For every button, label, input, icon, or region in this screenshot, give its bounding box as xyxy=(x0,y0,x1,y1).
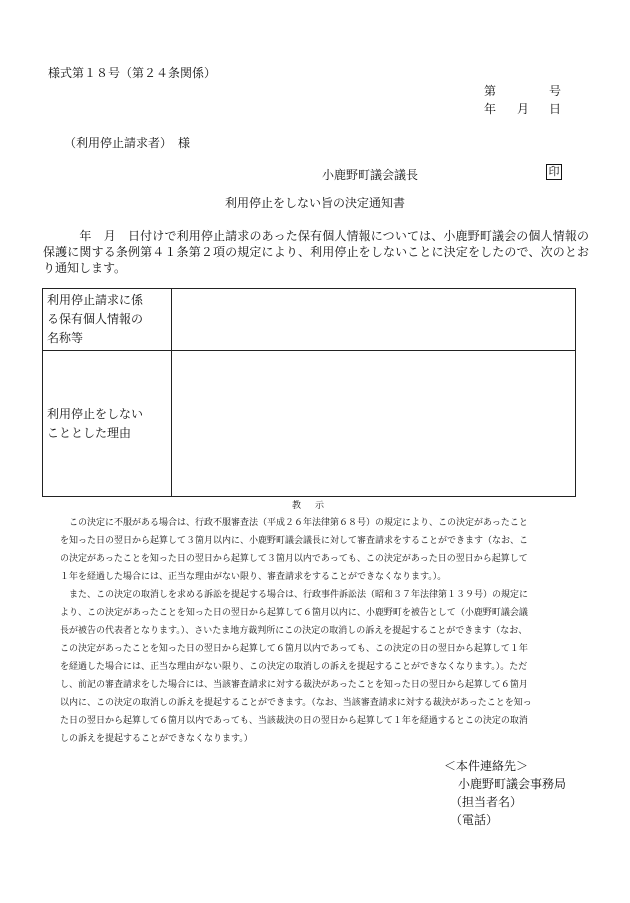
row2-label-line: こととした理由 xyxy=(47,425,132,440)
row1-label xyxy=(43,289,172,351)
contact-office: 小鹿野町議会事務局 xyxy=(458,777,567,791)
info-table xyxy=(42,288,576,497)
table-row xyxy=(43,351,576,497)
document-title: 利用停止をしない旨の決定通知書 xyxy=(224,196,405,210)
row1-value xyxy=(172,289,576,351)
document-number-suffix: 号 xyxy=(549,84,562,98)
table-row xyxy=(43,289,576,351)
row1-label-line: る保有個人情報の xyxy=(47,312,144,326)
row2-label-line: 利用停止をしない xyxy=(47,406,144,421)
kyouji-paragraph-1 xyxy=(60,514,580,586)
row1-label-line: 名称等 xyxy=(47,331,84,345)
form-number: 様式第１８号（第２４条関係） xyxy=(48,66,217,80)
kyouji-line: 以内に、この決定の取消しの訴えを提起することができます。（なお、当該審査請求に対する裁決があったことを知っ xyxy=(60,698,532,708)
kyouji-heading: 教示 xyxy=(291,501,338,511)
sender-name: 小鹿野町議会議長 xyxy=(322,168,419,182)
kyouji-line: た日の翌日から起算して６箇月以内であっても、当該裁決の日の翌日から起算して１年を経過するとこの決定の取消 xyxy=(60,716,528,726)
row1-label-line: 利用停止請求に係 xyxy=(47,293,144,307)
date-month-label: 月 xyxy=(517,102,530,116)
kyouji-line: を経過した場合には、正当な理由がない限り、この決定の取消しの訴えを提起することができなくなります。）。ただ xyxy=(60,662,528,672)
kyouji-line: し、前記の審査請求をした場合には、当該審査請求に対する裁決があったことを知った日の翌日から起算して６箇月 xyxy=(60,680,528,690)
kyouji-line: より、この決定があったことを知った日の翌日から起算して６箇月以内に、小鹿野町を被告として（小鹿野町議会議 xyxy=(60,608,528,618)
contact-phone: （電話） xyxy=(450,813,499,827)
document-number-prefix: 第 xyxy=(484,84,497,98)
kyouji-line: 長が被告の代表者となります。）、さいたま地方裁判所にこの決定の取消しの訴えを提起することができます（なお、 xyxy=(60,626,528,636)
seal-mark: 印 xyxy=(546,164,562,180)
date-year-label: 年 xyxy=(484,102,497,116)
contact-heading: ＜本件連絡先＞ xyxy=(444,759,529,773)
row2-label xyxy=(43,351,172,497)
date-day-label: 日 xyxy=(549,102,562,116)
kyouji-line: を知った日の翌日から起算して３箇月以内に、小鹿野町議会議長に対して審査請求をすることができます（なお、こ xyxy=(60,536,529,546)
body-paragraph: 年 月 日付けで利用停止請求のあった保有個人情報については、小鹿野町議会の個人情報の保護に関する条例第４１条第２項の規定により、利用停止をしないことに決定をしたので、次のとおり通知します。 xyxy=(43,229,589,275)
kyouji-line: の決定があったことを知った日の翌日から起算して３箇月以内であっても、この決定があった日の翌日から起算して xyxy=(60,554,528,564)
addressee-requester: （利用停止請求者） 様 xyxy=(64,136,191,150)
kyouji-line: この決定に不服がある場合は、行政不服審査法（平成２６年法律第６８号）の規定により、この決定があったこと xyxy=(60,518,528,528)
kyouji-line: この決定があったことを知った日の翌日から起算して６箇月以内であっても、この決定の日の翌日から起算して１年 xyxy=(60,644,528,654)
contact-person: （担当者名） xyxy=(450,795,523,809)
row2-value xyxy=(172,351,576,497)
kyouji-line: １年を経過した場合には、正当な理由がない限り、審査請求をすることができなくなります。）。 xyxy=(60,572,447,582)
kyouji-paragraph-2 xyxy=(60,586,580,748)
kyouji-line: また、この決定の取消しを求める訴訟を提起する場合は、行政事件訴訟法（昭和３７年法律第１３９号）の規定に xyxy=(60,590,529,600)
kyouji-line: しの訴えを提起することができなくなります。） xyxy=(60,734,253,744)
